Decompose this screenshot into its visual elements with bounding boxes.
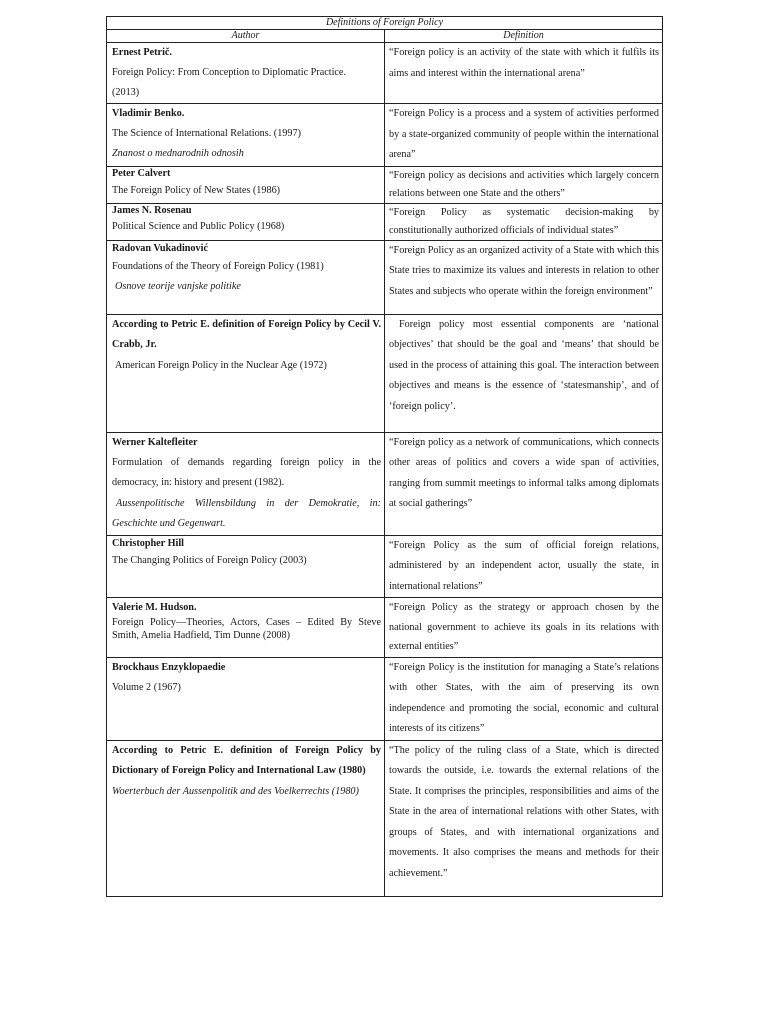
definition-text: “Foreign Policy as the strategy or approach chosen by the national government to achieve its goals in its relations with external entities”	[389, 602, 660, 652]
table-row	[107, 166, 663, 203]
author-name: Christopher Hill	[112, 537, 184, 549]
original-title: Woerterbuch der Aussenpolitik and des Voelkerrechts (1980)	[112, 785, 359, 797]
definition-text: “Foreign Policy as the sum of official foreign relations, administered by an independent actor, usually the state, in international relations”	[389, 539, 660, 592]
work-title: The Changing Politics of Foreign Policy (2003)	[112, 554, 307, 566]
table-row	[107, 104, 663, 167]
definition-cell	[385, 657, 663, 740]
definition-text: “Foreign Policy as an organized activity of a State with which this State tries to maximize its values and interests in relation to other States and subjects who operate within the foreign environment”	[389, 244, 660, 297]
definition-text: Foreign policy most essential components are ‘national objectives’ that should be the goal and ‘means’ that should be used in the process of attaining this goal. The interaction between objectives and means is the essence of ‘statesmanship’, and of ‘foreign policy’.	[389, 318, 660, 412]
definition-cell	[385, 166, 663, 203]
definition-text: “Foreign policy as a network of communications, which connects other areas of politics and covers a wide span of activities, ranging from summit meetings to informal talks among diplomats at social gatherings”	[389, 436, 660, 509]
work-title: American Foreign Policy in the Nuclear Age (1972)	[115, 359, 327, 371]
column-header-definition: Definition	[385, 30, 663, 43]
table-row	[107, 203, 663, 240]
author-cell	[107, 535, 385, 598]
author-cell	[107, 740, 385, 896]
author-cell	[107, 203, 385, 240]
table-header-row	[107, 30, 663, 43]
author-cell	[107, 166, 385, 203]
author-name: Brockhaus Enzyklopaedie	[112, 661, 226, 673]
definition-cell	[385, 740, 663, 896]
author-name: Radovan Vukadinović	[112, 242, 208, 254]
author-name: Ernest Petrič.	[112, 47, 172, 58]
column-header-author: Author	[107, 30, 385, 43]
definitions-table	[106, 16, 663, 897]
author-cell	[107, 657, 385, 740]
work-title: Volume 2 (1967)	[112, 681, 181, 693]
author-cell	[107, 432, 385, 535]
work-title: Foreign Policy: From Conception to Diplomatic Practice.	[112, 67, 346, 78]
author-name: Valerie M. Hudson.	[112, 602, 197, 613]
author-name: Peter Calvert	[112, 167, 171, 179]
work-year: (2013)	[112, 87, 140, 98]
table-row	[107, 535, 663, 598]
author-name: According to Petric E. definition of Foreign Policy by Cecil V. Crabb, Jr.	[112, 318, 381, 350]
definition-cell	[385, 240, 663, 314]
author-name: Werner Kaltefleiter	[112, 436, 198, 448]
original-title: Aussenpolitische Willensbildung in der Demokratie, in: Geschichte und Gegenwart.	[112, 497, 381, 529]
work-title: Formulation of demands regarding foreign policy in the democracy, in: history and present (1982).	[112, 456, 381, 488]
author-name: Vladimir Benko.	[112, 108, 185, 119]
author-name: James N. Rosenau	[112, 204, 192, 216]
definition-cell	[385, 535, 663, 598]
definition-text: “Foreign policy as decisions and activities which largely concern relations between one State and the others”	[389, 169, 660, 199]
definition-cell	[385, 203, 663, 240]
table-row	[107, 240, 663, 314]
definition-text: “Foreign policy is an activity of the state with which it fulfils its aims and interest within the international arena”	[389, 47, 660, 79]
original-title: Znanost o mednarodnih odnosih	[112, 148, 244, 159]
author-cell	[107, 314, 385, 432]
table-title: Definitions of Foreign Policy	[107, 17, 663, 30]
work-title: Foundations of the Theory of Foreign Policy (1981)	[112, 260, 324, 272]
definition-cell	[385, 598, 663, 658]
table-row	[107, 432, 663, 535]
work-title: Political Science and Public Policy (1968)	[112, 220, 285, 232]
definition-text: “Foreign Policy is the institution for managing a State’s relations with other States, with the aim of preserving its own independence and promoting the social, economic and cultural interests of its citizens”	[389, 661, 660, 734]
author-cell	[107, 43, 385, 104]
table-row	[107, 657, 663, 740]
definition-cell	[385, 432, 663, 535]
definition-cell	[385, 314, 663, 432]
author-cell	[107, 104, 385, 167]
author-cell	[107, 240, 385, 314]
definition-text: “Foreign Policy is a process and a system of activities performed by a state-organized community of people within the international arena”	[389, 108, 660, 160]
table-title-row	[107, 17, 663, 30]
table-row	[107, 740, 663, 896]
work-title: The Science of International Relations. (1997)	[112, 128, 301, 139]
table-row	[107, 598, 663, 658]
table-row	[107, 314, 663, 432]
work-title: The Foreign Policy of New States (1986)	[112, 184, 281, 196]
definition-text: “The policy of the ruling class of a State, which is directed towards the outside, i.e. towards the external relations of the State. It comprises the principles, responsibilities and aims of the State in the area of international relations with other States, with groups of States, and with international organizations and movements. It also comprises the means and methods for their achievement.”	[389, 744, 660, 879]
author-cell	[107, 598, 385, 658]
definition-cell	[385, 43, 663, 104]
definition-text: “Foreign Policy as systematic decision-making by constitutionally authorized officials of individual states”	[389, 206, 660, 236]
table-row	[107, 43, 663, 104]
definition-cell	[385, 104, 663, 167]
original-title: Osnove teorije vanjske politike	[115, 280, 241, 292]
work-title: Foreign Policy—Theories, Actors, Cases – Edited By Steve Smith, Amelia Hadfield, Tim Dunne (2008)	[112, 617, 381, 641]
author-name: According to Petric E. definition of Foreign Policy by Dictionary of Foreign Policy and International Law (1980)	[112, 744, 381, 776]
